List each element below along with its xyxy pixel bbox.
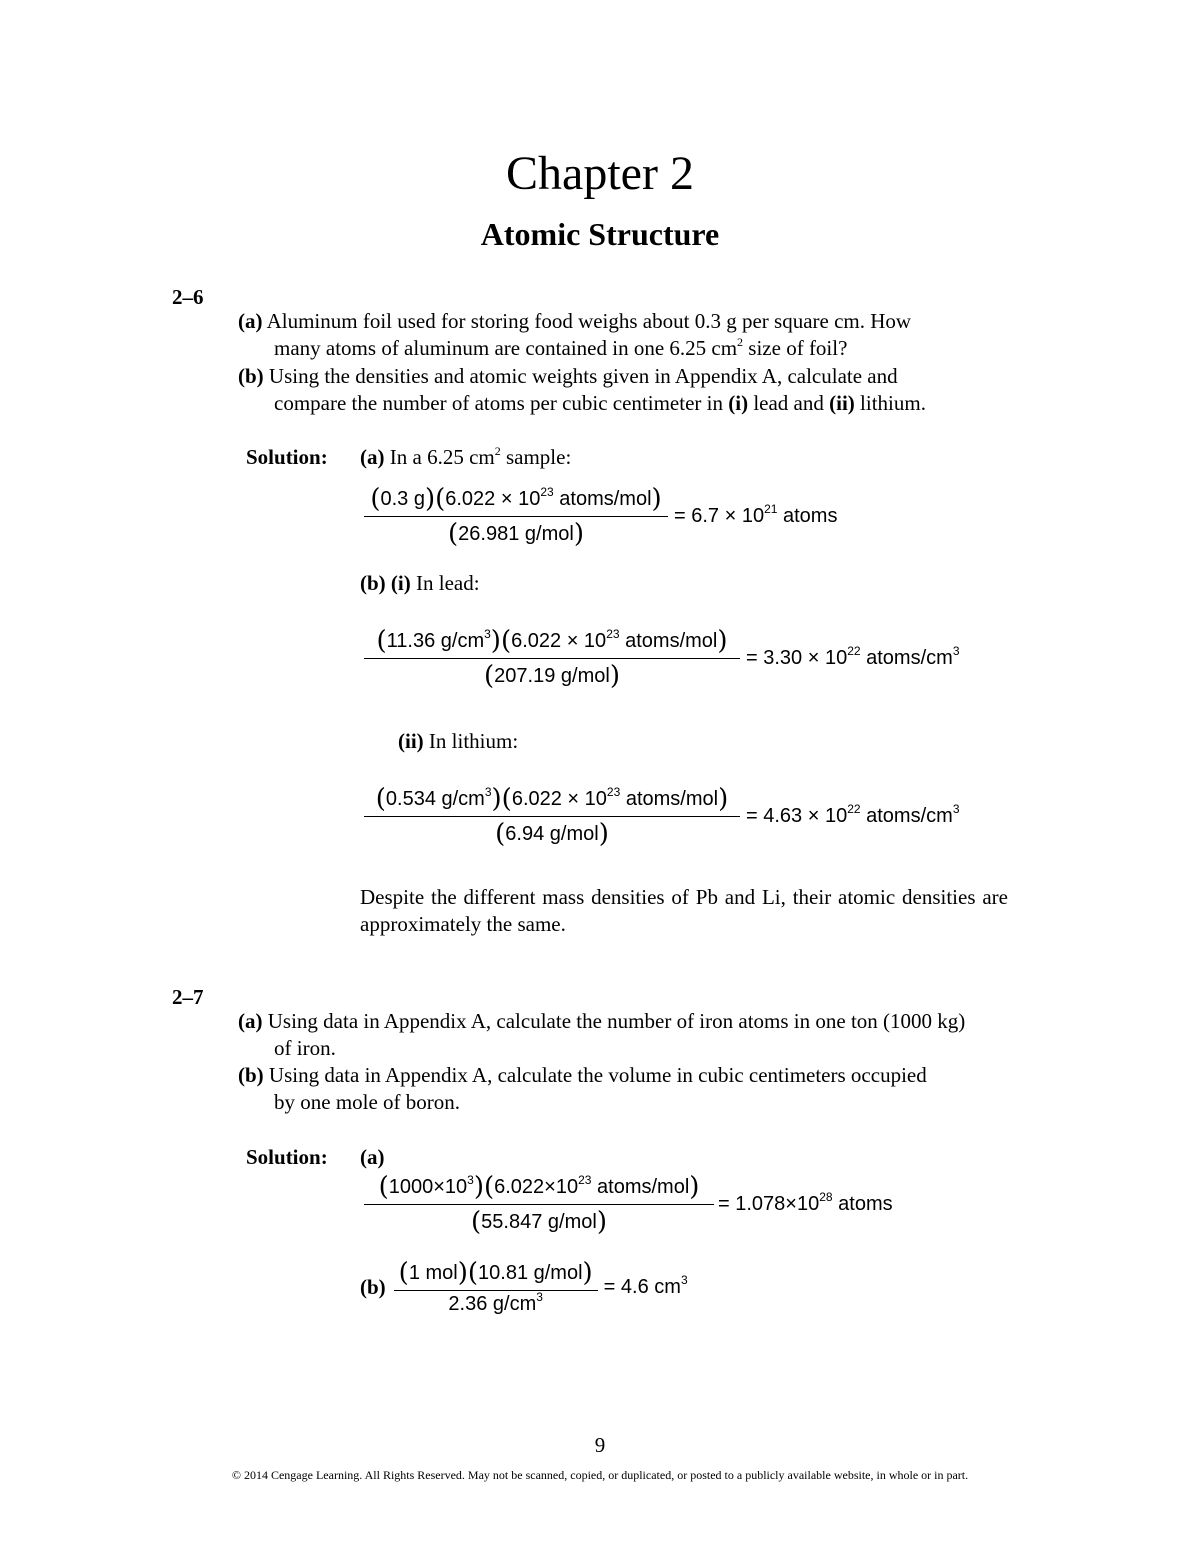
sub-label: (ii): [829, 391, 855, 415]
part-label: (b): [360, 1274, 386, 1299]
part-label: (a): [238, 309, 263, 333]
problem-number: 2–7: [172, 985, 204, 1009]
solution-part-b-i: (b) (i) In lead:: [360, 571, 480, 595]
result: = 4.6 $cm^3$: [603, 1272, 688, 1298]
result: = $3.30 \times 10^{22}$ atoms/$cm^3$: [746, 644, 960, 669]
superscript: 2: [737, 335, 744, 349]
question-text: lead and: [748, 391, 830, 415]
question-text: size of foil?: [743, 336, 848, 360]
page-number: 9: [594, 1433, 606, 1457]
part-label: (a): [360, 445, 385, 469]
question-a: (a) Using data in Appendix A, calculate the number of iron atoms in one ton (1000 kg) of iron.: [238, 1009, 966, 1060]
superscript: 2: [494, 444, 501, 458]
equation-5: [360, 1258, 688, 1316]
fraction: [394, 1258, 598, 1316]
denominator: (6.94 g/mol): [364, 816, 740, 849]
solution-text: In a 6.25 cm: [384, 445, 495, 469]
equation-3: [364, 784, 960, 849]
question-b: [238, 363, 1028, 417]
solution-text: sample:: [500, 445, 572, 469]
fraction: [364, 484, 668, 549]
solution-part-b-ii: (ii) In lithium:: [398, 729, 519, 753]
equation-1: [364, 484, 837, 549]
copyright-notice: © 2014 Cengage Learning. All Rights Reserved. May not be scanned, copied, or duplicated, or posted to a publicly available website, in whole or in part.: [231, 1468, 969, 1482]
numerator: (0.3 $g)(6.022 \times 10^{23}$ atoms/mol): [370, 484, 662, 514]
sub-label: (i): [728, 391, 749, 415]
equation-4: [364, 1172, 893, 1237]
denominator: 2.36 $g/cm^3$: [394, 1290, 598, 1316]
question-text: Aluminum foil used for storing food weighs about 0.3 g per square cm. How: [266, 309, 912, 333]
denominator: (207.19 g/mol): [364, 658, 740, 691]
part-label: (a): [360, 1145, 385, 1169]
chapter-subtitle: Atomic Structure: [480, 216, 720, 252]
numerator: (11.36 $g/cm^3)(6.022 \times 10^{23}$ atoms/mol): [376, 626, 728, 656]
solution-label: Solution:: [246, 445, 328, 469]
conclusion: Despite the different mass densities of Pb and Li, their atomic densities are approximately the same.: [360, 885, 1008, 936]
fraction: [364, 626, 740, 691]
question-a: [238, 308, 1028, 362]
result: = $4.63 \times 10^{22}$ atoms/$cm^3$: [746, 802, 960, 827]
equation-2: [364, 626, 960, 691]
numerator: (1 mol)(10.81 g/mol): [398, 1258, 593, 1288]
question-text: compare the number of atoms per cubic centimeter in: [274, 391, 729, 415]
part-label: (b): [238, 364, 264, 388]
problem-number: 2–6: [172, 285, 204, 309]
question-text: many atoms of aluminum are contained in one 6.25 cm: [274, 336, 738, 360]
question-text: lithium.: [854, 391, 926, 415]
fraction: [364, 1172, 714, 1237]
result: = $6.7 \times 10^{21}$ atoms: [674, 502, 838, 527]
solution-label: Solution:: [246, 1145, 328, 1169]
denominator: (55.847 g/mol): [364, 1204, 714, 1237]
numerator: (0.534 $g/cm^3)(6.022 \times 10^{23}$ atoms/mol): [375, 784, 729, 814]
chapter-title: Chapter 2: [506, 147, 694, 200]
fraction: [364, 784, 740, 849]
question-text: Using the densities and atomic weights given in Appendix A, calculate and: [268, 364, 898, 388]
result: = $1.078\times 10^{28}$ atoms: [718, 1190, 893, 1215]
solution-part-a: [360, 444, 571, 471]
question-b: (b) Using data in Appendix A, calculate the volume in cubic centimeters occupied by one mole of boron.: [238, 1063, 927, 1114]
numerator: $(1000\times 10^3)(6.022\times 10^{23}$ atoms/mol): [378, 1172, 700, 1202]
denominator: (26.981 g/mol): [364, 516, 668, 549]
